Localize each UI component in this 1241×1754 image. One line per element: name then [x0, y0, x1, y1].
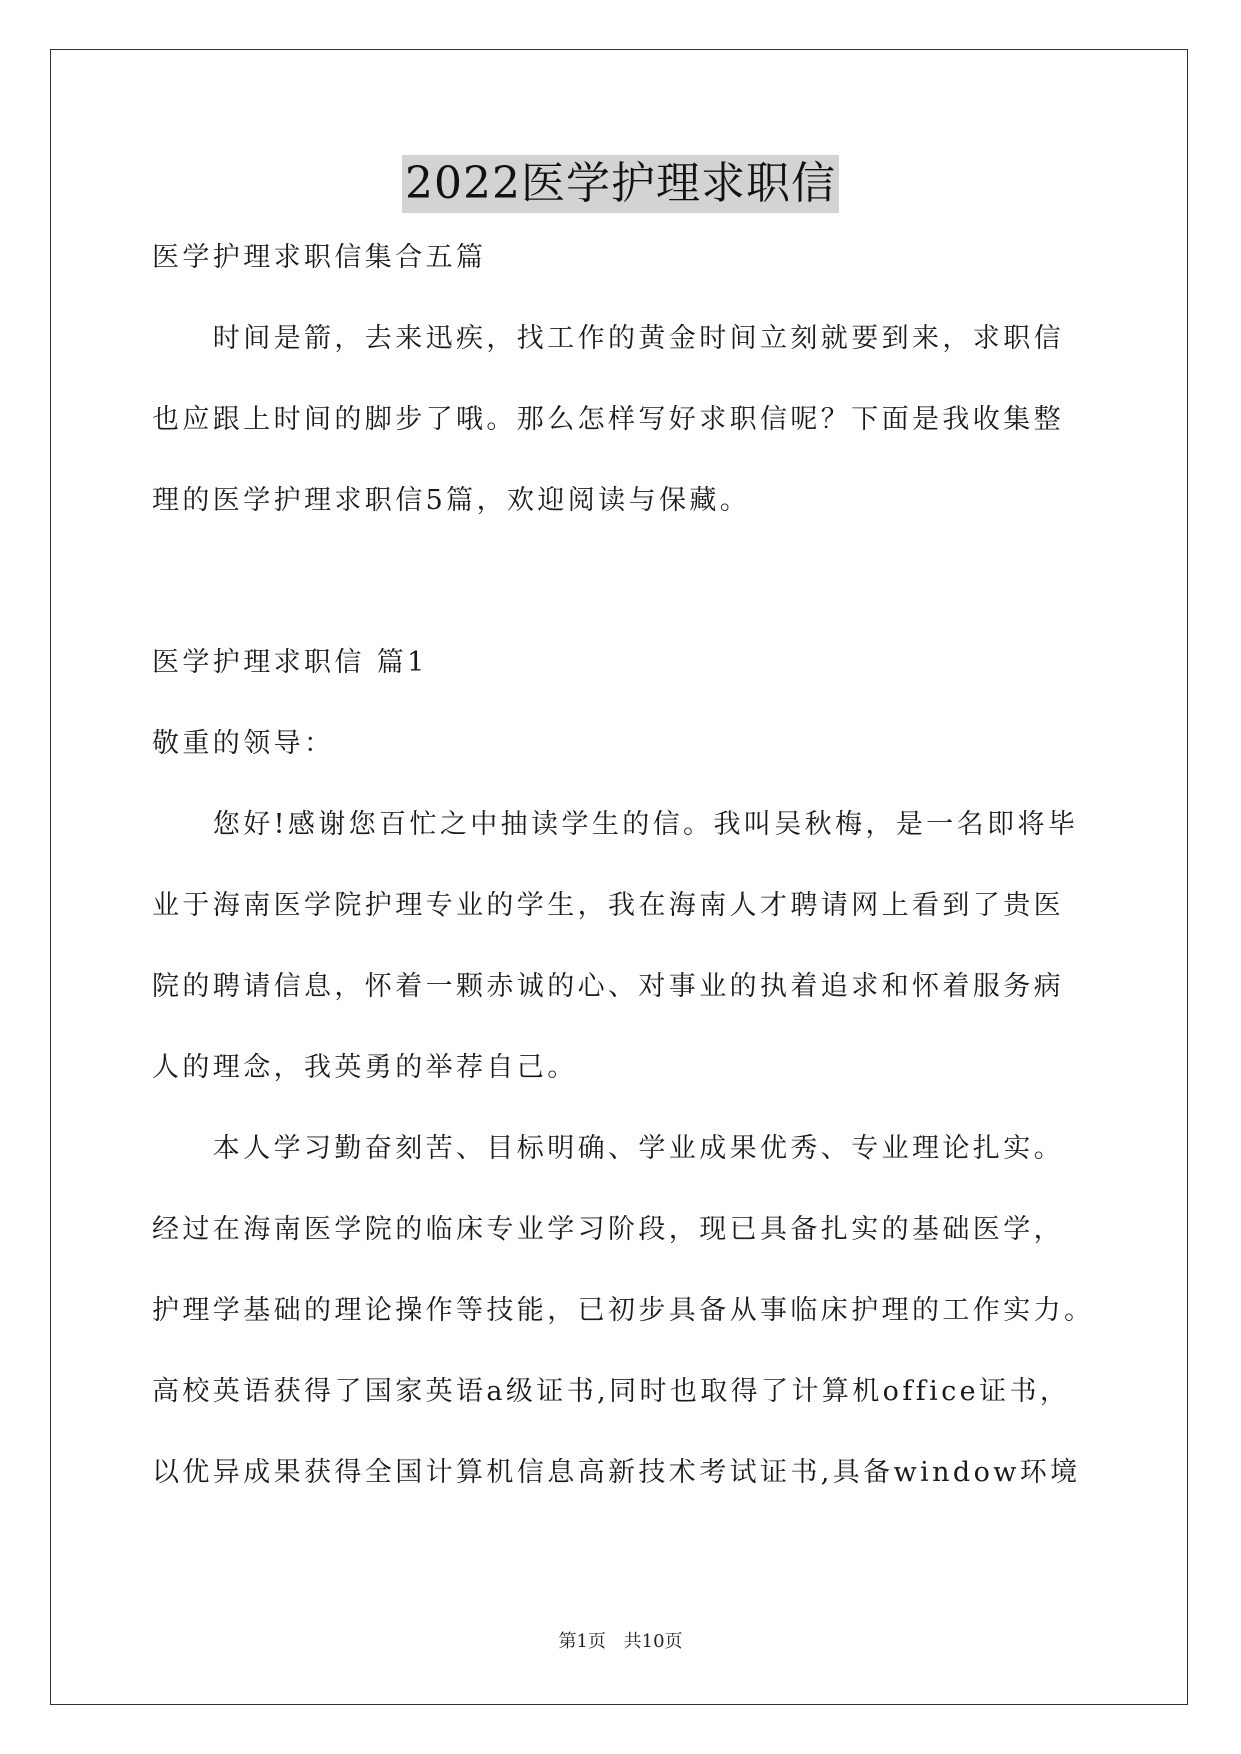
salutation: 敬重的领导： [152, 728, 335, 759]
body-line: 院的聘请信息，怀着一颗赤诚的心、对事业的执着追求和怀着服务病 [152, 971, 1064, 1002]
body-line: 人的理念，我英勇的举荐自己。 [152, 1052, 578, 1083]
body-line: 护理学基础的理论操作等技能，已初步具备从事临床护理的工作实力。 [152, 1295, 1095, 1326]
page-footer [0, 1627, 1241, 1653]
blank-line [152, 564, 1092, 645]
section-heading: 医学护理求职信 篇1 [152, 647, 428, 678]
subtitle: 医学护理求职信集合五篇 [152, 242, 487, 273]
page-number: 第1页 [558, 1631, 606, 1652]
document-body [152, 240, 1095, 1536]
body-line: 理的医学护理求职信5篇，欢迎阅读与保藏。 [152, 485, 751, 516]
page-total: 共10页 [623, 1631, 683, 1652]
body-line: 时间是箭，去来迅疾，找工作的黄金时间立刻就要到来，求职信 [152, 323, 1064, 354]
body-line: 业于海南医学院护理专业的学生，我在海南人才聘请网上看到了贵医 [152, 890, 1064, 921]
body-line: 您好!感谢您百忙之中抽读学生的信。我叫吴秋梅，是一名即将毕 [152, 809, 1079, 840]
body-line: 高校英语获得了国家英语a级证书,同时也取得了计算机office证书， [152, 1376, 1071, 1407]
body-line: 也应跟上时间的脚步了哦。那么怎样写好求职信呢？下面是我收集整 [152, 404, 1064, 435]
body-line: 经过在海南医学院的临床专业学习阶段，现已具备扎实的基础医学， [152, 1214, 1064, 1245]
title-wrap [0, 155, 1241, 213]
document-title: 2022医学护理求职信 [402, 155, 839, 213]
body-line: 本人学习勤奋刻苦、目标明确、学业成果优秀、专业理论扎实。 [152, 1133, 1064, 1164]
body-line: 以优异成果获得全国计算机信息高新技术考试证书,具备window环境 [152, 1457, 1081, 1488]
